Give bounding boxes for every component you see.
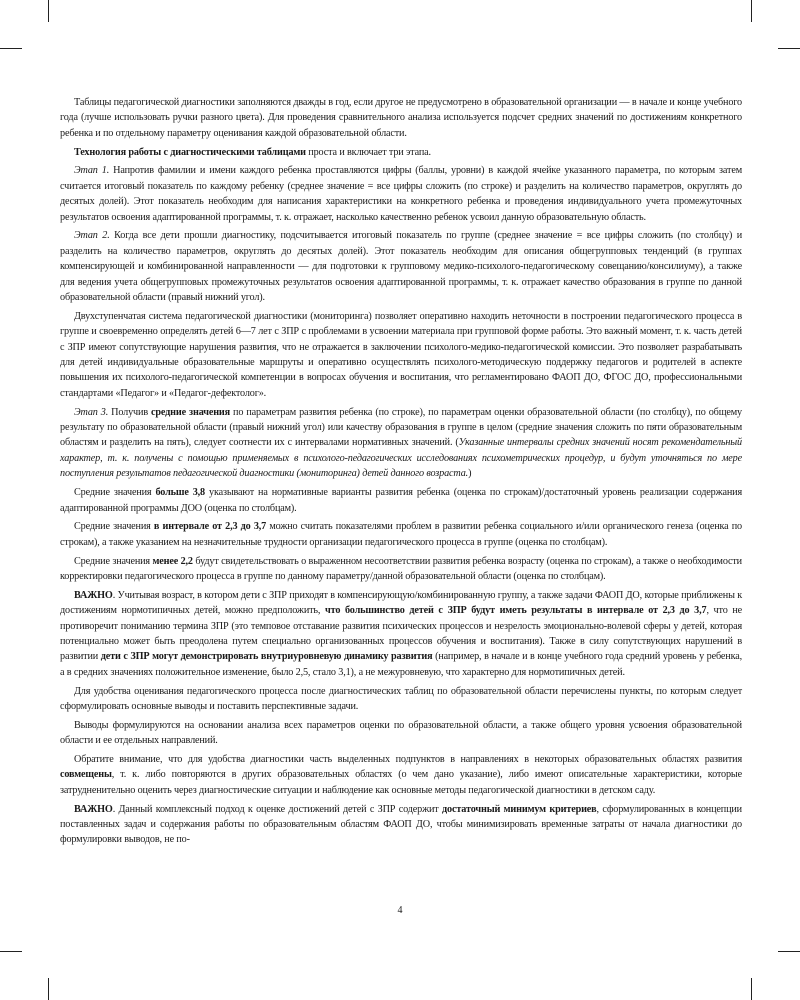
paragraph bbox=[60, 309, 742, 401]
text-run: Выводы формулируются на основании анализа всех параметров оценки по образовательной области, а также общего уровня усвоения образовательной области и ее отдельных направлений. bbox=[60, 719, 742, 747]
text-run: . Данный комплексный подход к оценке достижений детей с ЗПР содержит bbox=[112, 803, 442, 815]
text-run: указывают на нормативные варианты развития ребенка (оценка по строкам)/достаточный уровень реализации содержания адаптированной программы ДОО (оценка по столбцам). bbox=[60, 487, 742, 514]
text-run: Получив bbox=[108, 406, 152, 418]
crop-mark-top-left-horizontal bbox=[0, 48, 22, 49]
text-run: можно считать показателями проблем в развитии ребенка социального и/или органического генеза (оценка по строкам), а также указанием на незначительные трудности организации педагогического процесса в группе (оценка по столбцам). bbox=[60, 521, 742, 548]
paragraph bbox=[60, 718, 742, 749]
paragraph bbox=[60, 405, 742, 482]
text-run: Средние значения bbox=[74, 487, 156, 499]
text-run: Обратите внимание, что для удобства диагностики часть выделенных подпунктов в направлениях в некоторых образовательных областях развития bbox=[74, 753, 742, 765]
text-run: (например, в начале и в конце учебного года средний уровень у ребенка, а в средних значениях положительное изменение, было 2,5, стало 3,1), а не межуровневую, что характерно для нормотипичных детей. bbox=[60, 651, 742, 678]
bold-text-run: больше 3,8 bbox=[155, 487, 205, 499]
bold-text-run: Технология работы с диагностическими таблицами bbox=[74, 146, 306, 158]
bold-text-run: менее 2,2 bbox=[152, 555, 193, 567]
italic-text-run: Этап 1. bbox=[74, 165, 110, 177]
paragraph bbox=[60, 163, 742, 225]
text-run: Средние значения bbox=[74, 521, 154, 533]
text-run: Двухступенчатая система педагогической диагностики (мониторинга) позволяет оперативно находить неточности в построении педагогического процесса в группе и своевременно определять детей 6—7 лет с ЗПР с проблемами в усвоении материала при групповой форме работы. Это важный момент, т. к. часть детей с ЗПР имеют сопутствующие нарушения развития, что не отражается в заключении психолого-медико-педагогической комиссии. Это позволяет разрабатывать для детей индивидуальные образовательные маршруты и оперативно осуществлять психолого-методическую поддержку педагогов и родителей в аспекте повышения их психолого-педагогической компетенции в вопросах обучения и воспитания, что регламентировано ФАОП ДО, ФГОС ДО, профессиональными стандартами «Педагог» и «Педагог-дефектолог». bbox=[60, 310, 742, 399]
text-run: Таблицы педагогической диагностики заполняются дважды в год, если другое не предусмотрено в образовательной организации — в начале и конце учебного года (лучше использовать ручки разного цвета). Для проведения сравнительного анализа используется подсчет средних значений по достижениям конкретного ребенка и по отдельному параметру оценивания каждой образовательной области. bbox=[60, 97, 742, 139]
crop-mark-bottom-right-vertical bbox=[751, 978, 752, 1000]
bold-text-run: средние значения bbox=[151, 406, 230, 418]
text-run: . Учитывая возраст, в котором дети с ЗПР приходят в компенсирующую/комбинированную группу, а также задачи ФАОП ДО, которые приближены к достижениям нормотипичных детей, можно предположить, bbox=[60, 589, 742, 617]
text-run: по параметрам развития ребенка (по строке), по параметрам оценки образовательной области (по столбцу), по общему результату по образовательной области (правый нижний угол) или качеству образования в группе в целом (средние значения сложить по пяти образовательным областям и разделить на пять), следует соотнести их с интервалами нормативных значений. ( bbox=[60, 406, 743, 449]
crop-mark-bottom-left-horizontal bbox=[0, 951, 22, 952]
crop-mark-bottom-right-horizontal bbox=[778, 951, 800, 952]
paragraph bbox=[60, 684, 742, 715]
text-run: ) bbox=[468, 468, 472, 480]
bold-text-run: в интервале от 2,3 до 3,7 bbox=[153, 521, 267, 533]
paragraph bbox=[60, 519, 742, 550]
text-run: Когда все дети прошли диагностику, подсчитывается итоговый показатель по группе (среднее значение = все цифры сложить (по столбцу) и разделить на количество параметров, округлять до десятых долей). Этот показатель необходим для описания общегрупповых тенденций (в группах компенсирующей и комбинированной направленности — для подготовки к групповому медико-психолого-педагогическому совещанию/консилиуму), а также для ведения учета общегрупповых промежуточных результатов освоения адаптированной программы, т. к. отражает качество образования в группе по данной образовательной области (правый нижний угол). bbox=[60, 230, 743, 304]
text-run: , сформулированных в концепции поставленных задач и содержания работы по образовательным областям ФАОП ДО, чтобы минимизировать временные затраты от начала диагностики до формулировки выводов, не по- bbox=[60, 803, 742, 846]
bold-text-run: что большинство детей с ЗПР будут иметь результаты в интервале от 2,3 до 3,7 bbox=[325, 605, 707, 617]
paragraph bbox=[60, 145, 742, 160]
text-run: Напротив фамилии и имени каждого ребенка проставляются цифры (баллы, уровни) в каждой ячейке указанного параметра, по которым затем считается итоговый показатель по каждому ребенку (среднее значение = все цифры сложить (по строке) и разделить на количество параметров, округлять до десятых долей). Этот показатель необходим для написания характеристики на конкретного ребенка и проведения индивидуального учета промежуточных результатов освоения адаптированной программы, т. к. отражает, насколько качественно ребенок усвоил данную образовательную область. bbox=[60, 165, 743, 223]
paragraph bbox=[60, 485, 742, 516]
page-body-text bbox=[60, 95, 742, 851]
crop-mark-bottom-left-vertical bbox=[48, 978, 49, 1000]
bold-text-run: дети с ЗПР могут демонстрировать внутриуровневую динамику развития bbox=[100, 651, 433, 663]
text-run: будут свидетельствовать о выраженном несоответствии развития ребенка возрасту (оценка по строкам), а также о необходимости корректировки педагогического процесса в группе по данному параметру/данной образовательной области (оценка по столбцам). bbox=[60, 555, 742, 582]
text-run: , т. к. либо повторяются в других образовательных областях (о чем дано указание), либо имеют описательные характеристики, которые затрудненительно оценить через диагностические ситуации и наблюдение как основные методы педагогической диагностики в детском саду. bbox=[60, 769, 742, 796]
text-run: проста и включает три этапа. bbox=[305, 146, 431, 158]
paragraph bbox=[60, 802, 742, 848]
page-number: 4 bbox=[397, 905, 403, 916]
paragraph bbox=[60, 588, 742, 680]
crop-mark-top-right-horizontal bbox=[778, 48, 800, 49]
paragraph bbox=[60, 554, 742, 585]
text-run: Для удобства оценивания педагогического процесса после диагностических таблиц по образовательной области перечислены пункты, по которым следует сформулировать основные выводы и поставить перспективные задачи. bbox=[60, 685, 742, 712]
text-run: Средние значения bbox=[74, 555, 153, 567]
bold-text-run: ВАЖНО bbox=[74, 803, 113, 815]
paragraph bbox=[60, 752, 742, 798]
paragraph bbox=[60, 228, 742, 305]
paragraph bbox=[60, 95, 742, 141]
italic-text-run: Указанные интервалы средних значений носят рекомендательный характер, т. к. получены с помощью применяемых в психолого-педагогических исследованиях психометрических процедур, и будут уточняться по мере поступления результатов педагогической диагностики (мониторинга) детей данного возраста. bbox=[60, 437, 742, 480]
crop-mark-top-left-vertical bbox=[48, 0, 49, 22]
italic-text-run: Этап 2. bbox=[74, 230, 110, 242]
italic-text-run: Этап 3. bbox=[74, 406, 109, 418]
bold-text-run: совмещены bbox=[60, 769, 112, 781]
bold-text-run: ВАЖНО bbox=[74, 589, 113, 601]
bold-text-run: достаточный минимум критериев bbox=[442, 803, 597, 815]
text-run: , что не противоречит пониманию термина ЗПР (это темповое отставание развития психических процессов и незрелость эмоционально-волевой сферы у детей, которая потенциально может быть преодолена путем специально организованных процессов обучения и воспитания). Также в силу сопутствующих нарушений в развитии bbox=[60, 605, 743, 663]
crop-mark-top-right-vertical bbox=[751, 0, 752, 22]
